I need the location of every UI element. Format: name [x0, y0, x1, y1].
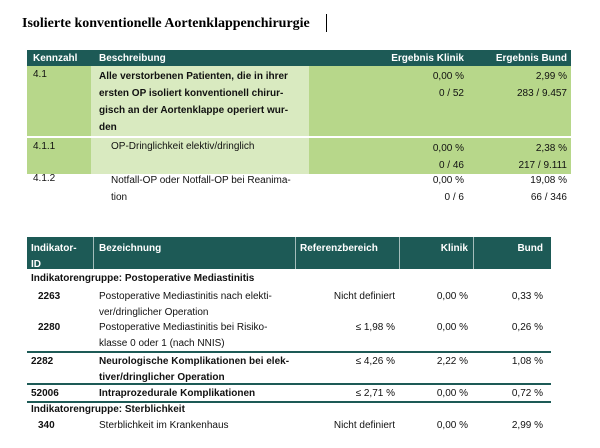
row-separator [27, 351, 551, 353]
kennzahl-cell: 4.1.2 [33, 173, 56, 184]
text-cursor [326, 14, 327, 32]
klinik-cell: 0,00 % [436, 388, 468, 399]
beschreibung-line: tion [111, 192, 128, 203]
bund-count: 283 / 9.457 [516, 88, 567, 99]
bund-cell: 2,99 % [511, 420, 543, 431]
table-row [27, 138, 571, 174]
header-indikator-id-line: Indikator- [31, 243, 77, 254]
klinik-percent: 0,00 % [432, 71, 464, 82]
beschreibung-line: den [99, 122, 117, 133]
beschreibung-cell: OP-Dringlichkeit elektiv/dringlich [111, 141, 255, 152]
bund-cell: 0,33 % [511, 291, 543, 302]
header-kennzahl: Kennzahl [33, 53, 78, 64]
table-row [27, 66, 571, 136]
klinik-cell: 2,22 % [436, 356, 468, 367]
bund-percent: 19,08 % [530, 175, 567, 186]
table-row [27, 320, 551, 352]
beschreibung-cell [99, 68, 288, 136]
beschreibung-line: Alle verstorbenen Patienten, die in ihrer [99, 71, 288, 82]
bezeichnung-cell [99, 289, 272, 321]
group-label: Indikatorengruppe: Sterblichkeit [31, 404, 185, 415]
bund-cell: 0,26 % [511, 322, 543, 333]
bund-percent: 2,99 % [535, 71, 567, 82]
header-bund: Bund [517, 243, 543, 254]
bezeichnung-cell: Intraprozedurale Komplikationen [99, 388, 256, 399]
header-klinik: Klinik [440, 243, 468, 254]
referenzbereich-cell: ≤ 2,71 % [355, 388, 395, 399]
referenzbereich-cell: ≤ 4,26 % [355, 356, 395, 367]
header-indikator-id [31, 241, 77, 273]
table-row [27, 386, 551, 402]
bezeichnung-line: Postoperative Mediastinitis nach elekti- [99, 291, 272, 302]
klinik-cell: 0,00 % [436, 291, 468, 302]
referenzbereich-cell: ≤ 1,98 % [355, 322, 395, 333]
header-referenzbereich: Referenzbereich [300, 243, 378, 254]
beschreibung-cell [111, 172, 291, 206]
ergebnis-bund-cell [518, 140, 567, 174]
ergebnis-klinik-cell [433, 68, 464, 102]
indikator-id: 52006 [31, 388, 59, 399]
bezeichnung-line: Postoperative Mediastinitis bei Risiko- [99, 322, 268, 333]
bezeichnung-line: klasse 0 oder 1 (nach NNIS) [99, 338, 225, 349]
header-indikator-id-line: ID [31, 259, 41, 270]
ergebnis-bund-cell [517, 68, 567, 102]
indikator-id: 2263 [38, 291, 61, 302]
bezeichnung-cell [99, 320, 267, 352]
kennzahl-table-header [27, 50, 571, 66]
klinik-count: 0 / 6 [444, 192, 464, 203]
bund-cell: 1,08 % [511, 356, 543, 367]
kennzahl-cell: 4.1 [33, 69, 47, 80]
header-beschreibung: Beschreibung [99, 53, 166, 64]
referenzbereich-cell: Nicht definiert [333, 291, 395, 302]
indikator-id: 340 [38, 420, 55, 431]
table-row [27, 170, 571, 206]
beschreibung-line: gisch an der Aortenklappe operiert wur- [99, 105, 289, 116]
table-row [27, 418, 551, 434]
header-ergebnis-klinik: Ergebnis Klinik [391, 53, 464, 64]
indikator-table-header [27, 237, 551, 269]
referenzbereich-cell: Nicht definiert [333, 420, 395, 431]
group-label: Indikatorengruppe: Postoperative Mediastinitis [31, 273, 255, 284]
klinik-count: 0 / 52 [438, 88, 464, 99]
group-row [27, 402, 551, 418]
header-ergebnis-bund: Ergebnis Bund [495, 53, 567, 64]
bezeichnung-line: Neurologische Komplikationen bei elek- [99, 356, 290, 367]
column-divider [473, 237, 474, 269]
bund-percent: 2,38 % [535, 143, 567, 154]
beschreibung-line: ersten OP isoliert konventionell chirur- [99, 88, 284, 99]
indikator-id: 2282 [31, 356, 54, 367]
bund-count: 217 / 9.111 [518, 160, 567, 171]
ergebnis-klinik-cell [433, 172, 464, 206]
bezeichnung-line: tiver/dringlicher Operation [99, 372, 225, 383]
column-divider [399, 237, 400, 269]
bund-count: 66 / 346 [530, 192, 567, 203]
header-bezeichnung: Bezeichnung [99, 243, 162, 254]
klinik-cell: 0,00 % [436, 322, 468, 333]
klinik-percent: 0,00 % [432, 175, 464, 186]
column-divider [295, 237, 296, 269]
table-row [27, 289, 551, 321]
table-row [27, 354, 551, 386]
bezeichnung-cell: Sterblichkeit im Krankenhaus [99, 420, 229, 431]
row-separator [27, 383, 551, 385]
bezeichnung-cell [99, 354, 289, 386]
klinik-percent: 0,00 % [432, 143, 464, 154]
klinik-count: 0 / 46 [438, 160, 464, 171]
bund-cell: 0,72 % [511, 388, 543, 399]
ergebnis-bund-cell [530, 172, 567, 206]
kennzahl-cell: 4.1.1 [33, 141, 56, 152]
klinik-cell: 0,00 % [436, 420, 468, 431]
ergebnis-klinik-cell [433, 140, 464, 174]
group-row [27, 271, 551, 287]
document-title: Isolierte konventionelle Aortenklappenchirurgie [22, 16, 310, 31]
column-divider [93, 237, 94, 269]
bezeichnung-line: ver/dringlicher Operation [99, 307, 209, 318]
indikator-id: 2280 [38, 322, 61, 333]
beschreibung-line: Notfall-OP oder Notfall-OP bei Reanima- [111, 175, 291, 186]
